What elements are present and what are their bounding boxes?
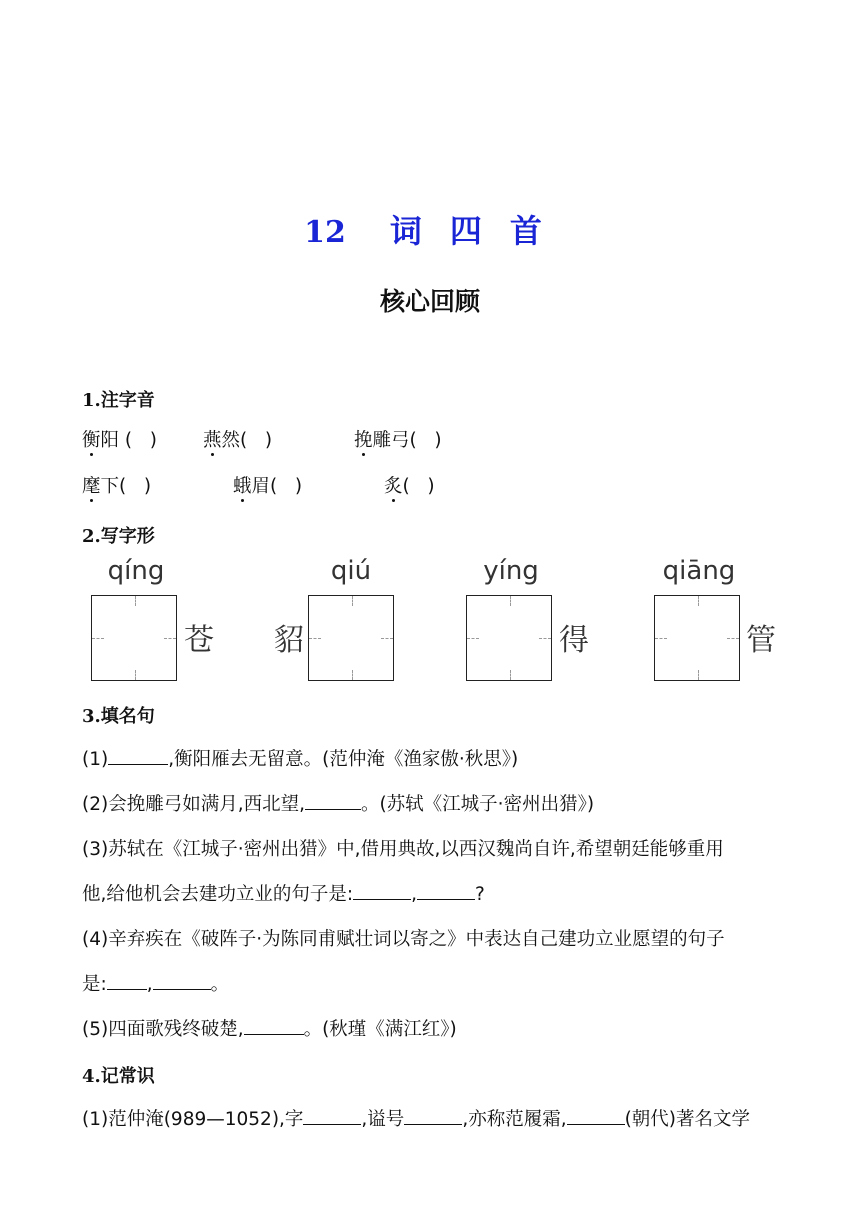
- writing-box-4[interactable]: [654, 595, 740, 681]
- pinyin-qing: qíng: [107, 556, 165, 586]
- pinyin-ying: yíng: [483, 556, 539, 586]
- section4-heading: 4.记常识: [82, 1066, 155, 1087]
- lesson-number: 12: [304, 215, 346, 250]
- title-char-3: 首: [509, 212, 542, 250]
- blank-q3a[interactable]: [353, 883, 411, 900]
- fill-q1: (1) ,衡阳雁去无留意。(范仲淹《渔家傲·秋思》): [82, 749, 519, 770]
- pinyin-item-wandiaogong: 挽雕弓( ): [354, 430, 442, 451]
- fill-q4-line2: 是: , 。: [82, 974, 230, 995]
- section-subtitle: 核心回顾: [379, 287, 480, 316]
- pinyin-item-yanran: 燕然( ): [203, 430, 273, 451]
- side-char-4: 管: [746, 623, 776, 658]
- side-char-3: 得: [559, 623, 589, 658]
- blank-dynasty[interactable]: [567, 1108, 625, 1125]
- side-char-2: 貂: [274, 623, 304, 658]
- knowledge-q1: (1)范仲淹(989—1052),字 ,谥号 ,亦称范履霜, (朝代)著名文学: [82, 1109, 751, 1130]
- side-char-1: 苍: [184, 623, 214, 658]
- blank-shihao[interactable]: [404, 1108, 462, 1125]
- blank-zi[interactable]: [303, 1108, 361, 1125]
- page-title: [0, 206, 860, 252]
- blank-q5[interactable]: [244, 1018, 304, 1035]
- blank-q3b[interactable]: [417, 883, 475, 900]
- blank-q2[interactable]: [305, 793, 361, 810]
- pinyin-item-zhi: 炙( ): [384, 476, 435, 497]
- section2-heading: 2.写字形: [82, 526, 155, 547]
- section1-heading: 1.注字音: [82, 390, 155, 411]
- fill-q3-line1: (3)苏轼在《江城子·密州出猎》中,借用典故,以西汉魏尚自许,希望朝廷能够重用: [82, 839, 724, 860]
- title-char-1: 词: [389, 212, 422, 250]
- fill-q4-line1: (4)辛弃疾在《破阵子·为陈同甫赋壮词以寄之》中表达自己建功立业愿望的句子: [82, 929, 725, 950]
- blank-q1[interactable]: [108, 748, 168, 765]
- blank-q4b[interactable]: [153, 973, 211, 990]
- blank-q4a[interactable]: [107, 973, 147, 990]
- pinyin-item-hengyang: 衡阳 ( ): [82, 430, 157, 451]
- pinyin-qiu: qiú: [330, 556, 372, 586]
- pinyin-item-huixia: 麾下( ): [82, 476, 152, 497]
- fill-q2: (2)会挽雕弓如满月,西北望, 。(苏轼《江城子·密州出猎》): [82, 794, 595, 815]
- section3-heading: 3.填名句: [82, 706, 155, 727]
- title-char-2: 四: [449, 212, 482, 250]
- pinyin-item-emei: 蛾眉( ): [233, 476, 303, 497]
- writing-box-2[interactable]: [308, 595, 394, 681]
- writing-box-1[interactable]: [91, 595, 177, 681]
- fill-q5: (5)四面歌残终破楚, 。(秋瑾《满江红》): [82, 1019, 457, 1040]
- pinyin-qiang: qiāng: [662, 556, 736, 586]
- fill-q3-line2: 他,给他机会去建功立业的句子是: , ?: [82, 884, 485, 905]
- writing-box-3[interactable]: [466, 595, 552, 681]
